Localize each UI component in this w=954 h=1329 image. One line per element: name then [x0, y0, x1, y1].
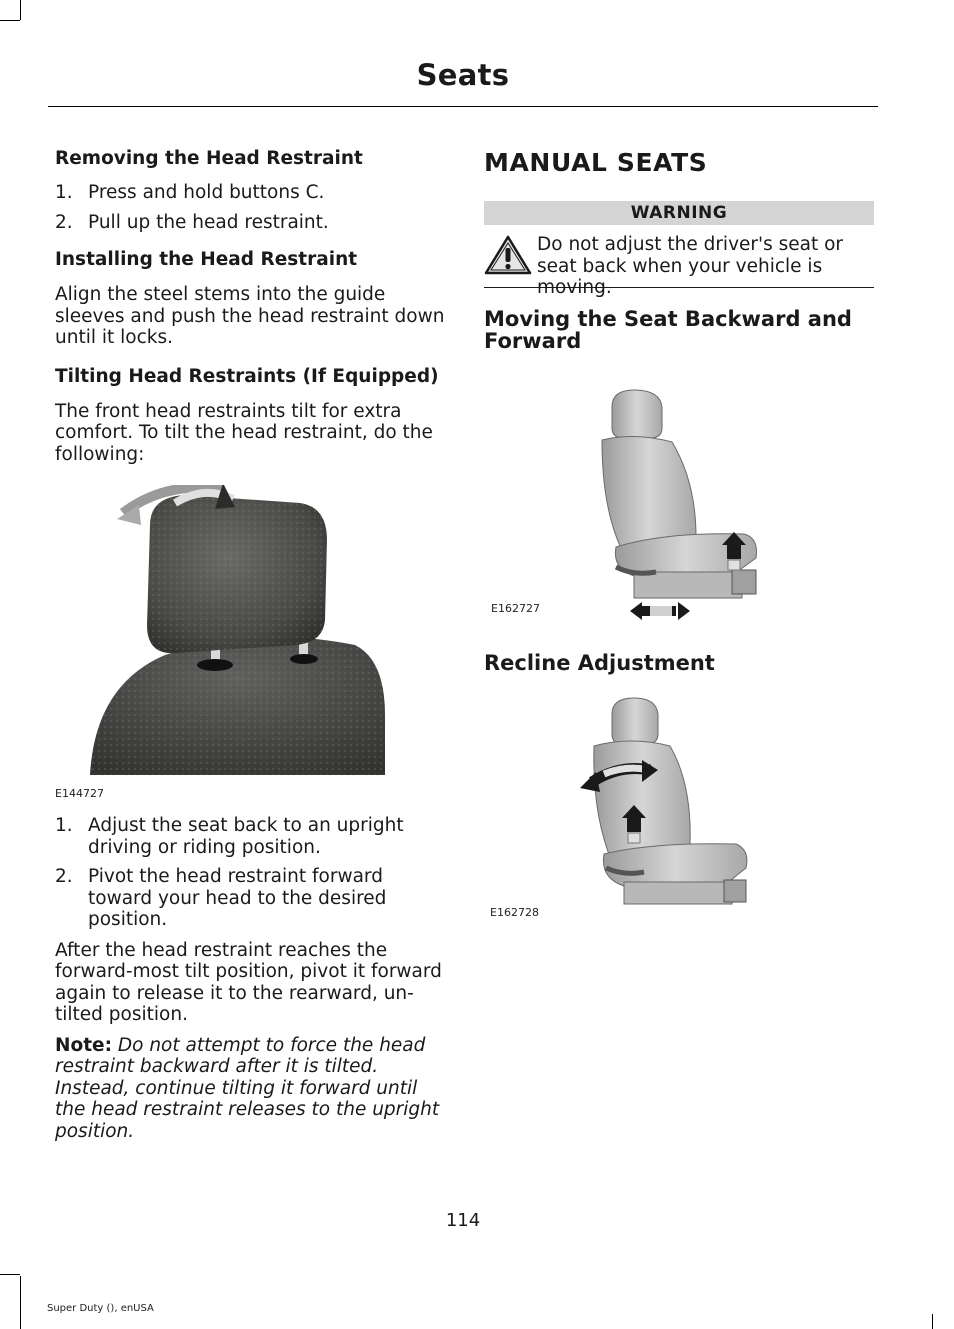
after-tilt-text: After the head restraint reaches the forward-most tilt position, pivot it forward again to release it to the rearward, un-tilted position. — [55, 939, 442, 1025]
seat-recline-illustration — [484, 684, 874, 944]
head-restraint-figure — [55, 485, 445, 805]
list-item: 1. Adjust the seat back to an upright driving or riding position. — [55, 815, 404, 858]
note-label: Note: — [55, 1034, 112, 1056]
installing-heading: Installing the Head Restraint — [55, 249, 358, 270]
title-rule — [48, 106, 878, 107]
page-number: 114 — [445, 1210, 481, 1231]
seat-forward-figure — [484, 362, 874, 632]
page-title: Seats — [416, 58, 510, 92]
left-column — [55, 140, 445, 1142]
removing-heading: Removing the Head Restraint — [55, 148, 363, 169]
list-item: 2. Pull up the head restraint. — [55, 211, 329, 233]
figure-code: E162728 — [490, 906, 539, 919]
tilting-heading: Tilting Head Restraints (If Equipped) — [55, 365, 439, 387]
moving-heading: Moving the Seat Backward and Forward — [484, 307, 852, 353]
list-item: 1. Press and hold buttons C. — [55, 182, 325, 203]
seat-forward-illustration — [484, 362, 874, 632]
crop-mark — [932, 1314, 933, 1329]
head-restraint-illustration — [55, 485, 445, 805]
figure-code: E144727 — [55, 787, 104, 800]
right-column — [484, 140, 874, 944]
removing-steps — [55, 182, 445, 233]
crop-mark — [20, 1276, 21, 1329]
tilting-text: The front head restraints tilt for extra comfort. To tilt the head restraint, do the following: — [55, 400, 433, 465]
warning-triangle-icon — [484, 235, 532, 279]
section-heading: MANUAL SEATS — [484, 148, 708, 177]
note-text: Do not attempt to force the head restraint backward after it is tilted. Instead, continue tilting it forward until the head restraint releases to the upright position. — [55, 1034, 440, 1142]
figure-code: E162727 — [491, 602, 540, 615]
warning-text: Do not adjust the driver's seat or seat back when your vehicle is moving. — [537, 234, 844, 298]
installing-text: Align the steel stems into the guide sleeves and push the head restraint down until it locks. — [55, 284, 445, 348]
warning-box — [484, 225, 874, 298]
list-item: 2. Pivot the head restraint forward toward your head to the desired position. — [55, 866, 387, 930]
recline-heading: Recline Adjustment — [484, 651, 715, 675]
crop-mark — [0, 20, 20, 21]
crop-mark — [20, 0, 21, 20]
tilting-steps — [55, 815, 445, 931]
footer-text: Super Duty (), enUSA — [47, 1303, 154, 1314]
note — [55, 1035, 445, 1143]
crop-mark — [0, 1274, 20, 1275]
warning-bar: WARNING — [484, 201, 874, 225]
seat-recline-figure — [484, 684, 874, 944]
